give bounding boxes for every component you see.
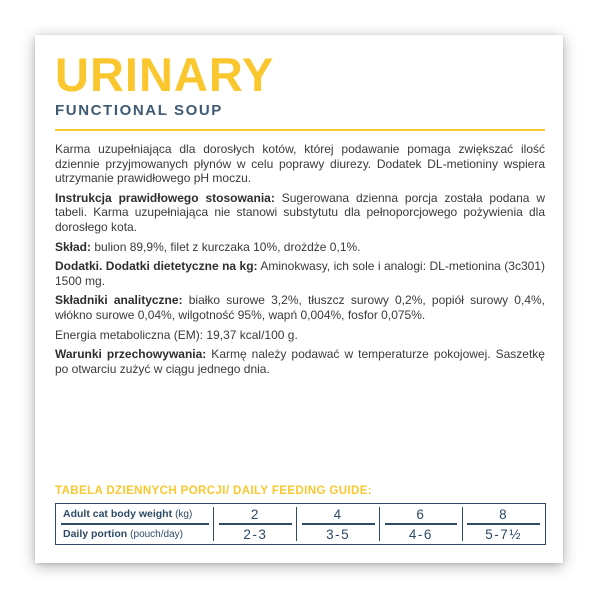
table-cell-weight-2: 4 — [297, 504, 380, 524]
paragraph-lead: Skład: — [55, 239, 92, 254]
paragraph-text: Energia metaboliczna (EM): 19,37 kcal/100 g. — [55, 327, 298, 342]
table-cell-portion-3: 4-6 — [380, 524, 463, 544]
paragraph-text: Sugerowana dzienna porcja została podana w tabeli. Karma uzupełniająca nie stanowi substytutu dla pełnoporcjowego pożywienia dla dorosłego kota. — [55, 190, 545, 234]
paragraph-lead: Składniki analityczne: — [55, 293, 183, 308]
paragraph-additives — [55, 259, 545, 288]
table-row-label-weight — [56, 504, 214, 524]
paragraph-lead: Dodatki. Dodatki dietetyczne na kg: — [55, 259, 258, 274]
row-label-unit: (kg) — [175, 508, 193, 520]
paragraph-storage — [55, 347, 545, 376]
feeding-guide-table — [55, 503, 546, 545]
paragraph-usage — [55, 191, 545, 235]
row-label-bold: Adult cat body weight — [63, 508, 173, 520]
feeding-guide-section — [55, 485, 546, 545]
paragraph-text: Karma uzupełniająca dla dorosłych kotów, której podawanie pomaga zwiększać ilość dziennie przyjmowanych płynów w celu poprawy diurezy. Dodatek DL-metioniny wspiera utrzymanie prawidłowego pH moczu. — [55, 142, 545, 186]
table-row-label-portion — [56, 524, 214, 544]
paragraph-analytical — [55, 293, 545, 322]
paragraph-text: Karmę należy podawać w temperaturze pokojowej. Saszetkę po otwarciu zużyć w ciągu jednego dnia. — [55, 347, 545, 376]
table-cell-portion-2: 3-5 — [297, 524, 380, 544]
product-subtitle: FUNCTIONAL SOUP — [55, 102, 223, 119]
paragraph-lead: Warunki przechowywania: — [55, 347, 207, 362]
paragraph-text: bulion 89,9%, filet z kurczaka 10%, drożdże 0,1%. — [91, 239, 361, 254]
table-cell-weight-3: 6 — [380, 504, 463, 524]
table-cell-weight-4: 8 — [462, 504, 545, 524]
accent-divider — [55, 129, 545, 131]
product-title: URINARY — [55, 48, 275, 101]
paragraph-lead: Instrukcja prawidłowego stosowania: — [55, 190, 275, 205]
table-cell-portion-1: 2-3 — [214, 524, 297, 544]
label-content — [35, 35, 563, 542]
paragraph-energy — [55, 328, 545, 343]
table-cell-portion-4: 5-7½ — [462, 524, 545, 544]
paragraph-description — [55, 142, 545, 186]
product-label-card — [35, 35, 563, 563]
paragraph-text: Aminokwasy, ich sole i analogi: DL-metionina (3c301) 1500 mg. — [55, 259, 545, 288]
label-body-text — [55, 142, 545, 376]
paragraph-text: białko surowe 3,2%, tłuszcz surowy 0,2%, popiół surowy 0,4%, włókno surowe 0,04%, wilgotność 95%, wapń 0,004%, fosfor 0,075%. — [55, 293, 545, 322]
row-label-bold: Daily portion — [63, 528, 128, 540]
feeding-guide-heading: TABELA DZIENNYCH PORCJI/ DAILY FEEDING GUIDE: — [55, 485, 373, 497]
row-label-unit: (pouch/day) — [130, 528, 183, 540]
table-cell-weight-1: 2 — [214, 504, 297, 524]
paragraph-ingredients — [55, 240, 545, 255]
